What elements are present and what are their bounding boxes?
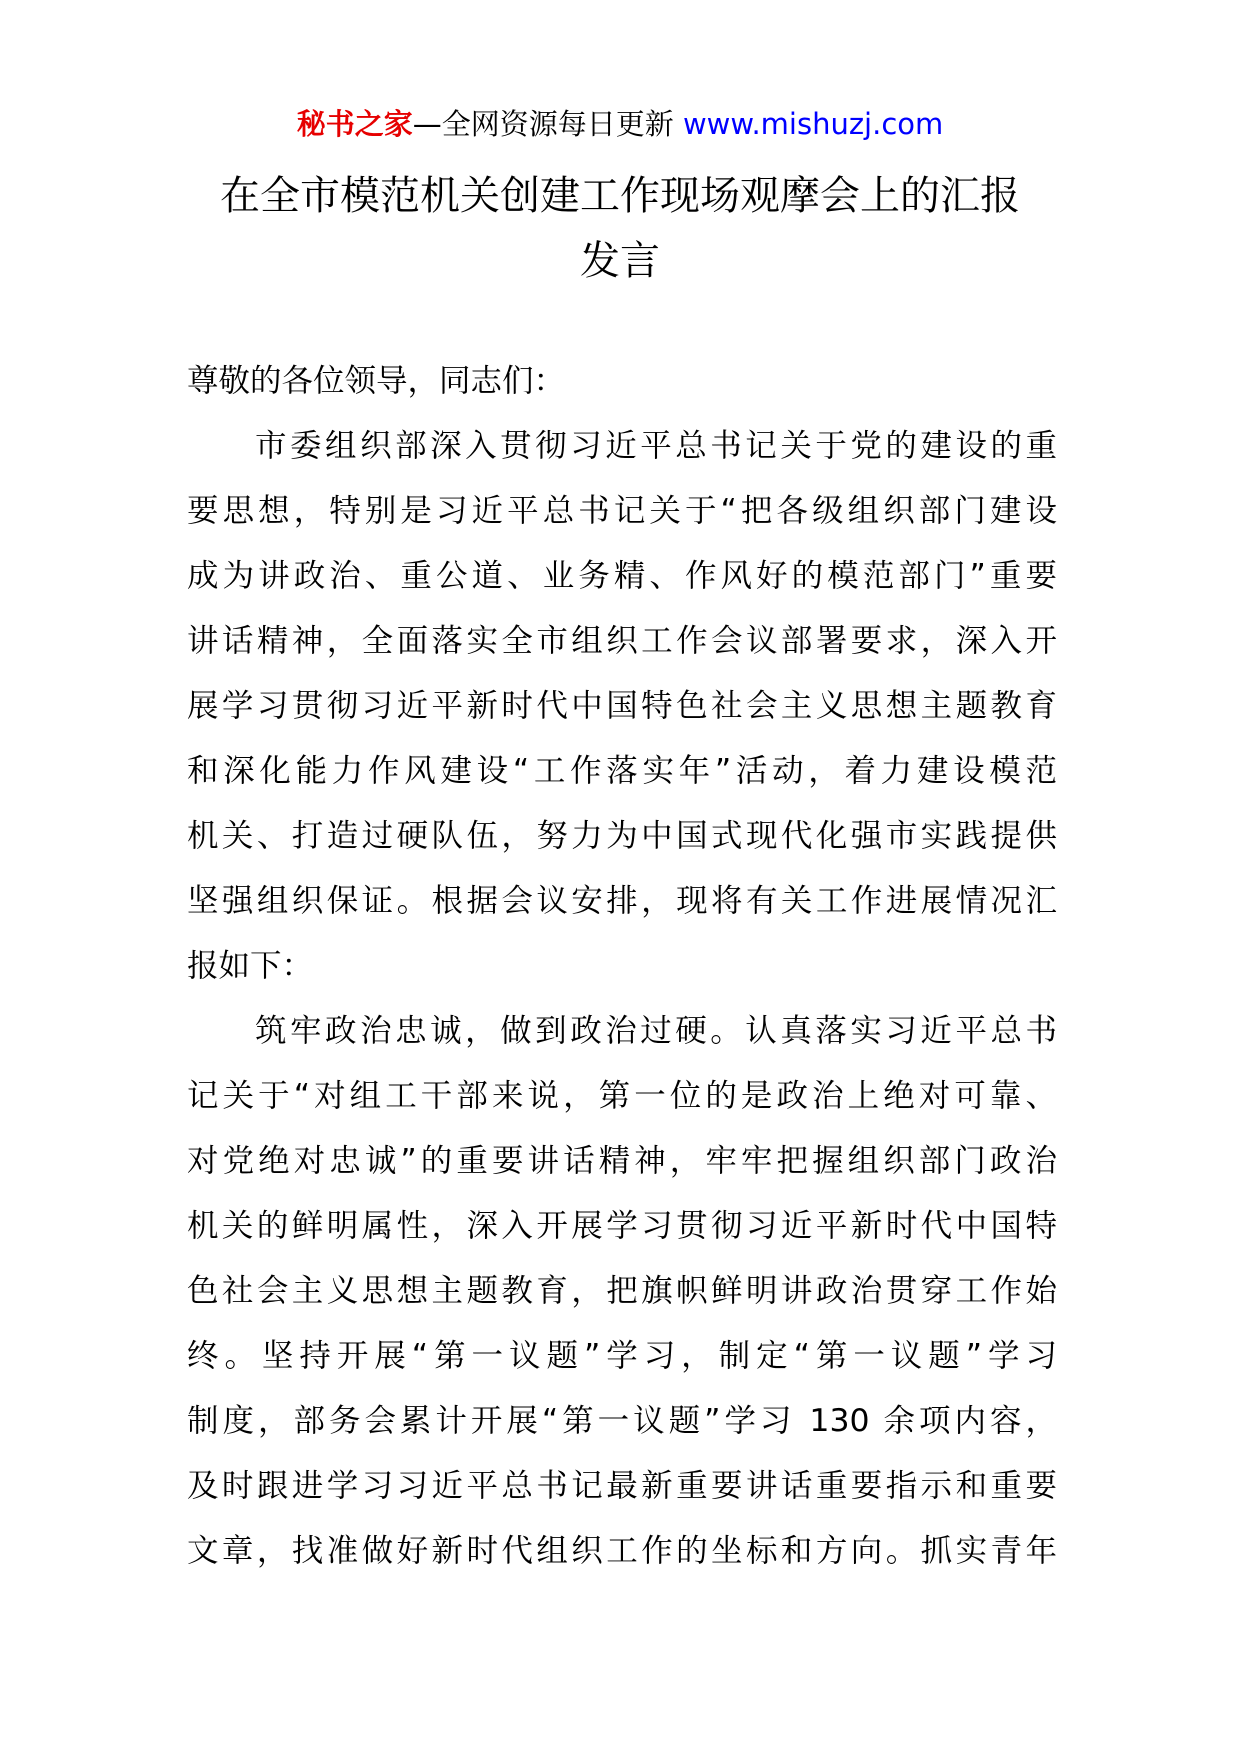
paragraph-line: 要思想，特别是习近平总书记关于“把各级组织部门建设 — [187, 493, 1057, 529]
document-body — [187, 359, 1057, 1594]
document-title — [140, 164, 1100, 294]
document-title-line-2: 发言 — [580, 238, 660, 284]
paragraph-2 — [187, 1009, 1057, 1594]
paragraph-line: 文章，找准做好新时代组织工作的坐标和方向。抓实青年 — [187, 1533, 1057, 1569]
salutation: 尊敬的各位领导，同志们： — [187, 363, 566, 399]
paragraph-line: 对党绝对忠诚”的重要讲话精神，牢牢把握组织部门政治 — [187, 1143, 1057, 1179]
paragraph-line: 展学习贯彻习近平新时代中国特色社会主义思想主题教育 — [187, 688, 1057, 724]
document-title-line-1: 在全市模范机关创建工作现场观摩会上的汇报 — [220, 173, 1020, 219]
paragraph-line: 报如下： — [187, 948, 314, 984]
paragraph-1 — [187, 424, 1057, 1009]
paragraph-line: 终。坚持开展“第一议题”学习，制定“第一议题”学习 — [187, 1338, 1057, 1374]
paragraph-line: 制度，部务会累计开展“第一议题”学习 130 余项内容， — [187, 1403, 1057, 1439]
paragraph-line: 筑牢政治忠诚，做到政治过硬。认真落实习近平总书 — [255, 1013, 1057, 1049]
paragraph-line: 成为讲政治、重公道、业务精、作风好的模范部门”重要 — [187, 558, 1057, 594]
paragraph-line: 市委组织部深入贯彻习近平总书记关于党的建设的重 — [255, 428, 1057, 464]
paragraph-line: 色社会主义思想主题教育，把旗帜鲜明讲政治贯穿工作始 — [187, 1273, 1057, 1309]
paragraph-line: 坚强组织保证。根据会议安排，现将有关工作进展情况汇 — [187, 883, 1057, 919]
paragraph-line: 和深化能力作风建设“工作落实年”活动，着力建设模范 — [187, 753, 1057, 789]
paragraph-line: 机关、打造过硬队伍，努力为中国式现代化强市实践提供 — [187, 818, 1057, 854]
paragraph-line: 讲话精神，全面落实全市组织工作会议部署要求，深入开 — [187, 623, 1057, 659]
paragraph-line: 及时跟进学习习近平总书记最新重要讲话重要指示和重要 — [187, 1468, 1057, 1504]
paragraph-line: 记关于“对组工干部来说，第一位的是政治上绝对可靠、 — [187, 1078, 1057, 1114]
site-url-link[interactable]: www.mishuzj.com — [682, 107, 944, 141]
paragraph-line: 机关的鲜明属性，深入开展学习贯彻习近平新时代中国特 — [187, 1208, 1057, 1244]
site-brand: 秘书之家 — [296, 107, 413, 141]
site-header — [0, 104, 1240, 144]
site-tagline: —全网资源每日更新 — [412, 107, 683, 141]
